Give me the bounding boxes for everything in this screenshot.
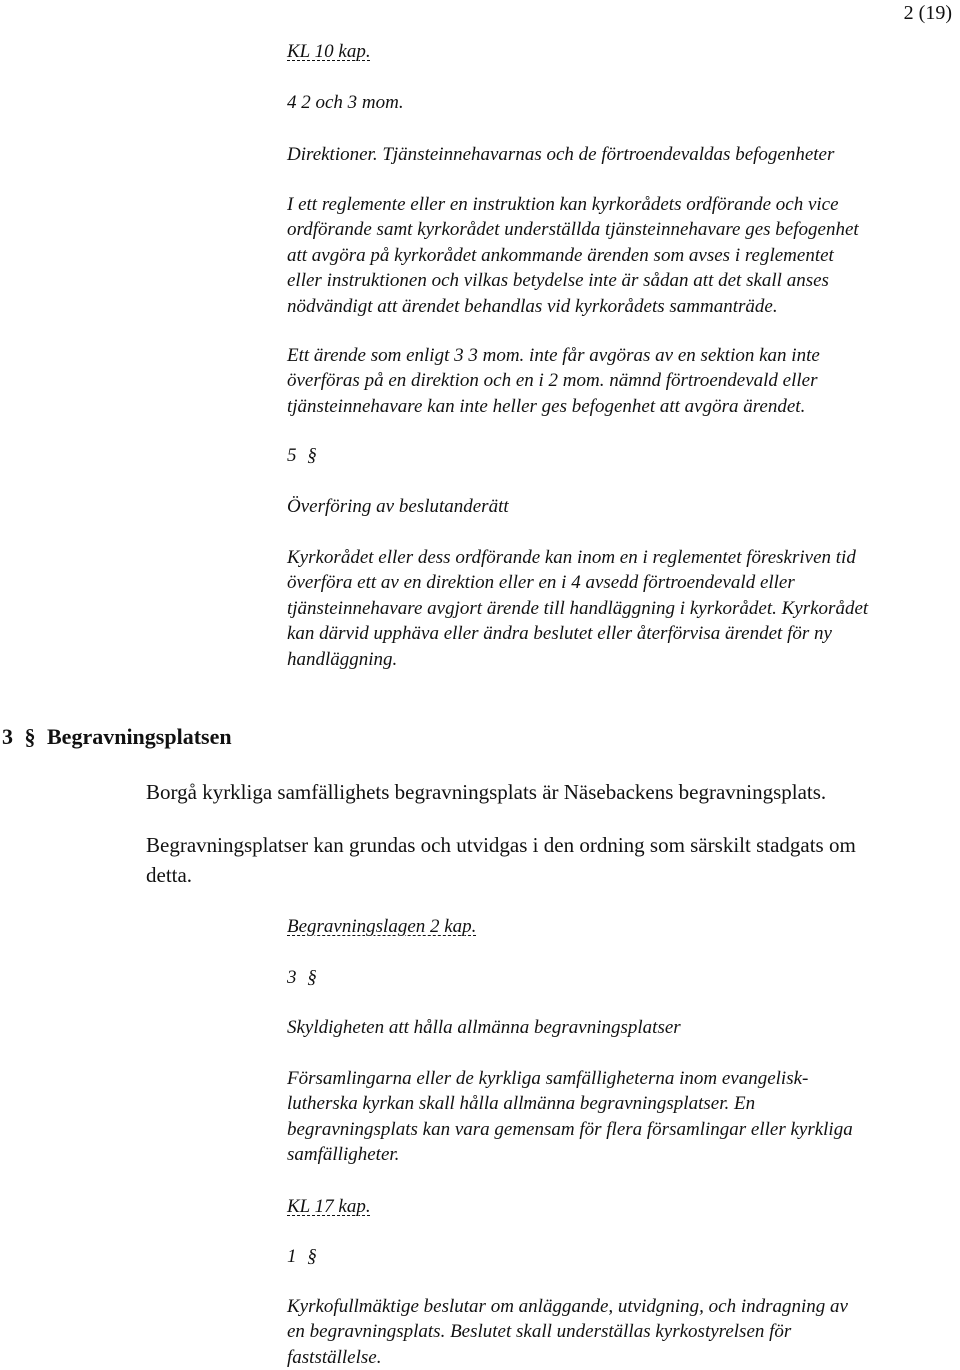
text-line: Kyrkorådet eller dess ordförande kan inom en i reglementet föreskriven tid [287,547,856,568]
paragraph-number: 3 [287,967,297,988]
text-line: nödvändigt att ärendet behandlas vid kyrkorådets sammanträde. [287,295,778,317]
text-line: handläggning. [287,648,398,670]
paragraph-number-1 [287,1244,317,1269]
paragraph-cemetery: Borgå kyrkliga samfällighets begravningsplats är Näsebackens begravningsplats. [146,780,827,804]
text-line: tjänsteinnehavare kan inte heller ges befogenhet att avgöra ärendet. [287,395,806,417]
text-line: I ett reglemente eller en instruktion kan kyrkorådets ordförande och vice [287,194,839,215]
subsection-heading-transfer: Överföring av beslutanderätt [287,496,509,517]
text-line: samfälligheter. [287,1144,400,1166]
text-line: kan därvid upphäva eller ändra beslutet eller återförvisa ärendet för ny [287,623,832,645]
text-line: Kyrkofullmäktige beslutar om anläggande, utvidgning, och indragning av [287,1296,848,1317]
paragraph-reference-text: 4 2 och 3 mom. [287,92,404,113]
text-line: Ett ärende som enligt 3 3 mom. inte får avgöras av en sektion kan inte [287,345,820,366]
paragraph-transfer [287,545,868,672]
text-line: att avgöra på kyrkorådet ankommande ärenden som avses i reglementet [287,244,834,266]
section-title: Begravningsplatsen [47,724,232,749]
text-line: tjänsteinnehavare avgjort ärende till handläggning i kyrkorådet. Kyrkorådet [287,597,869,619]
section-heading-3 [2,722,232,752]
paragraph-delegation [287,192,859,319]
paragraph-cemetery-establishment [146,830,856,890]
text-line: Begravningsplatser kan grundas och utvidgas i den ordning som särskilt stadgats om [146,833,856,857]
subsection-heading-obligation: Skyldigheten att hålla allmänna begravningsplatser [287,1017,681,1038]
paragraph-reference-4 [287,90,404,115]
paragraph-restriction [287,343,820,419]
paragraph-number-5 [287,443,317,468]
text-line: fastställelse. [287,1346,382,1368]
section-symbol: § [24,724,36,749]
text-line: detta. [146,863,193,887]
text-line: begravningsplats kan vara gemensam för flera församlingar eller kyrkliga [287,1118,853,1140]
paragraph-number: 5 [287,445,297,466]
page-number: 2 (19) [903,2,952,24]
paragraph-obligation [287,1066,853,1168]
text-line: överföra ett av en direktion eller en i 4 avsedd förtroendevald eller [287,572,795,594]
law-reference-kl-17: KL 17 kap. [287,1196,371,1217]
text-line: lutherska kyrkan skall hålla allmänna begravningsplatser. En [287,1093,756,1115]
section-intro-heading: Direktioner. Tjänsteinnehavarnas och de förtroendevaldas befogenheter [287,144,835,165]
paragraph-number-3 [287,965,317,990]
section-symbol: § [307,1246,317,1267]
law-reference-begravningslagen: Begravningslagen 2 kap. [287,916,477,937]
text-line: eller instruktionen och vilkas betydelse inte är sådan att det skall anses [287,270,829,292]
text-line: en begravningsplats. Beslutet skall underställas kyrkostyrelsen för [287,1321,792,1343]
text-line: överföras på en direktion och en i 2 mom. nämnd förtroendevald eller [287,370,818,392]
paragraph-decision [287,1294,848,1370]
paragraph-number: 1 [287,1246,297,1267]
law-reference-kl-10: KL 10 kap. [287,41,371,62]
text-line: Församlingarna eller de kyrkliga samfälligheterna inom evangelisk- [287,1068,809,1089]
section-number: 3 [2,724,13,749]
section-symbol: § [307,445,317,466]
section-symbol: § [307,967,317,988]
text-line: ordförande samt kyrkorådet underställda tjänsteinnehavare ges befogenhet [287,219,859,241]
